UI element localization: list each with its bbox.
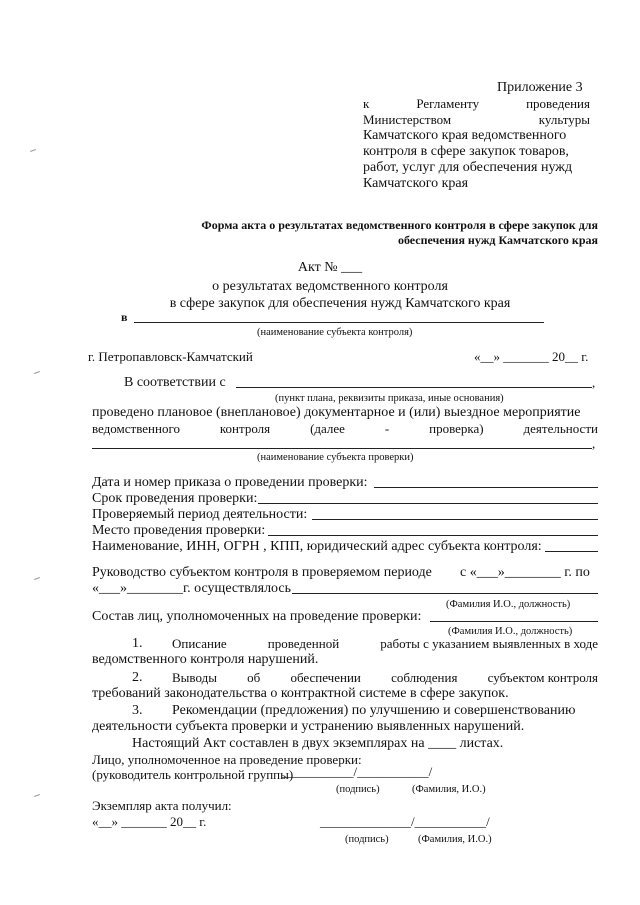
appendix-word: культуры (538, 112, 590, 127)
appendix-line-2 (363, 112, 590, 127)
appendix-line-3: Камчатского края ведомственного (363, 128, 567, 143)
act-number: Акт № ___ (297, 260, 363, 275)
scan-mark (34, 371, 40, 374)
basis-word: контроля (219, 421, 271, 436)
basis-line-3 (92, 421, 598, 436)
basis-word: - (384, 421, 390, 436)
appendix-line-1 (363, 96, 590, 111)
appendix-line-4: контроля в сфере закупок товаров, (363, 144, 569, 159)
basis-word: проверка) (429, 421, 484, 436)
appendix-word: проведения (526, 96, 590, 111)
item-number: 1. (132, 636, 143, 651)
signature-line-2: ______________/___________/ (320, 814, 490, 829)
item-word: субъектом контроля (487, 670, 598, 685)
composition-line (430, 621, 598, 622)
appendix-word: Министерством (363, 112, 452, 127)
name-caption-2: (Фамилия, И.О.) (418, 834, 492, 845)
item-word: об (247, 670, 261, 685)
composition-caption: (Фамилия И.О., должность) (448, 626, 573, 637)
basis-caption: (пункт плана, реквизиты приказа, иные основания) (275, 393, 504, 404)
act-subtitle-2: в сфере закупок для обеспечения нужд Камчатского края (169, 296, 511, 311)
item-1-line-2: ведомственного контроля нарушений. (92, 652, 319, 667)
management-caption: (Фамилия И.О., должность) (446, 599, 571, 610)
city: г. Петропавловск-Камчатский (88, 349, 253, 364)
subject-caption: (наименование субъекта контроля) (257, 327, 413, 338)
basis-line-2: проведено плановое (внеплановое) документарное и (или) выездное мероприятие (92, 405, 581, 420)
item-word: проведенной (267, 636, 340, 651)
subject-check-caption: (наименование субъекта проверки) (257, 452, 414, 463)
subject-line (134, 322, 544, 323)
composition-label: Состав лиц, уполномоченных на проведение проверки: (92, 609, 422, 624)
management-line-2: «___»________г. осуществлялось (92, 581, 292, 596)
field-order-label: Дата и номер приказа о проведении проверки: (92, 475, 368, 490)
item-3-line-1: Рекомендации (предложения) по улучшению и совершенствованию (172, 703, 576, 718)
item-word: соблюдения (391, 670, 458, 685)
item-2-line-1 (172, 670, 598, 685)
form-title-line-1: Форма акта о результатах ведомственного контроля в сфере закупок для (201, 218, 598, 232)
copies-note: Настоящий Акт составлен в двух экземплярах на ____ листах. (132, 736, 504, 751)
scan-mark (34, 577, 40, 580)
field-place-label: Место проведения проверки: (92, 523, 266, 538)
appendix-word: Регламенту (416, 96, 480, 111)
signature-caption-2: (подпись) (345, 834, 389, 845)
field-subject-details-label: Наименование, ИНН, ОГРН , КПП, юридический адрес субъекта контроля: (92, 539, 542, 554)
signature-line-1: ___________/___________/ (282, 764, 433, 779)
act-subtitle-1: о результатах ведомственного контроля (212, 279, 448, 294)
head-label: (руководитель контрольной группы) (92, 767, 294, 782)
appendix-title: Приложение 3 (497, 80, 583, 95)
basis-word: (далее (310, 421, 345, 436)
signature-caption-1: (подпись) (336, 784, 380, 795)
field-term-label: Срок проведения проверки: (92, 491, 258, 506)
item-2-line-2: требований законодательства о контрактной системе в сфере закупок. (92, 686, 509, 701)
item-word: Описание (172, 636, 227, 651)
scan-mark (34, 794, 40, 797)
basis-word: деятельности (523, 421, 598, 436)
name-caption-1: (Фамилия, И.О.) (412, 784, 486, 795)
subject-check-line (92, 448, 592, 449)
basis-comma: , (592, 375, 596, 390)
item-3-line-2: деятельности субъекта проверки и устранению выявленных нарушений. (92, 719, 525, 734)
management-line-1: Руководство субъектом контроля в проверяемом периоде (92, 565, 432, 580)
field-place-line (268, 535, 598, 536)
item-1-line-1 (172, 636, 598, 651)
management-period: с «___»________ г. по (460, 565, 590, 580)
field-term-line (258, 503, 598, 504)
authorized-label: Лицо, уполномоченное на проведение проверки: (92, 752, 362, 767)
act-in-prefix: в (121, 310, 128, 324)
basis-line (236, 387, 592, 388)
field-period-label: Проверяемый период деятельности: (92, 507, 308, 522)
appendix-line-5: работ, услуг для обеспечения нужд (363, 160, 573, 175)
item-number: 3. (132, 703, 143, 718)
appendix-word: к (363, 96, 370, 111)
appendix-line-6: Камчатского края (363, 176, 469, 191)
act-date: «__» _______ 20__ г. (474, 349, 589, 364)
item-word: обеспечении (290, 670, 361, 685)
item-number: 2. (132, 670, 143, 685)
management-line (292, 593, 598, 594)
subject-check-comma: , (592, 436, 596, 451)
item-word: работы с указанием выявленных в ходе (380, 636, 598, 651)
received-label: Экземпляр акта получил: (92, 798, 232, 813)
basis-prefix: В соответствии с (124, 375, 226, 390)
scan-mark (30, 149, 36, 152)
field-period-line (312, 519, 598, 520)
field-order-line (374, 487, 598, 488)
basis-word: ведомственного (92, 421, 180, 436)
field-subject-details-line (545, 551, 598, 552)
received-date: «__» _______ 20__ г. (92, 814, 207, 829)
item-word: Выводы (172, 670, 217, 685)
form-title-line-2: обеспечения нужд Камчатского края (397, 233, 598, 247)
